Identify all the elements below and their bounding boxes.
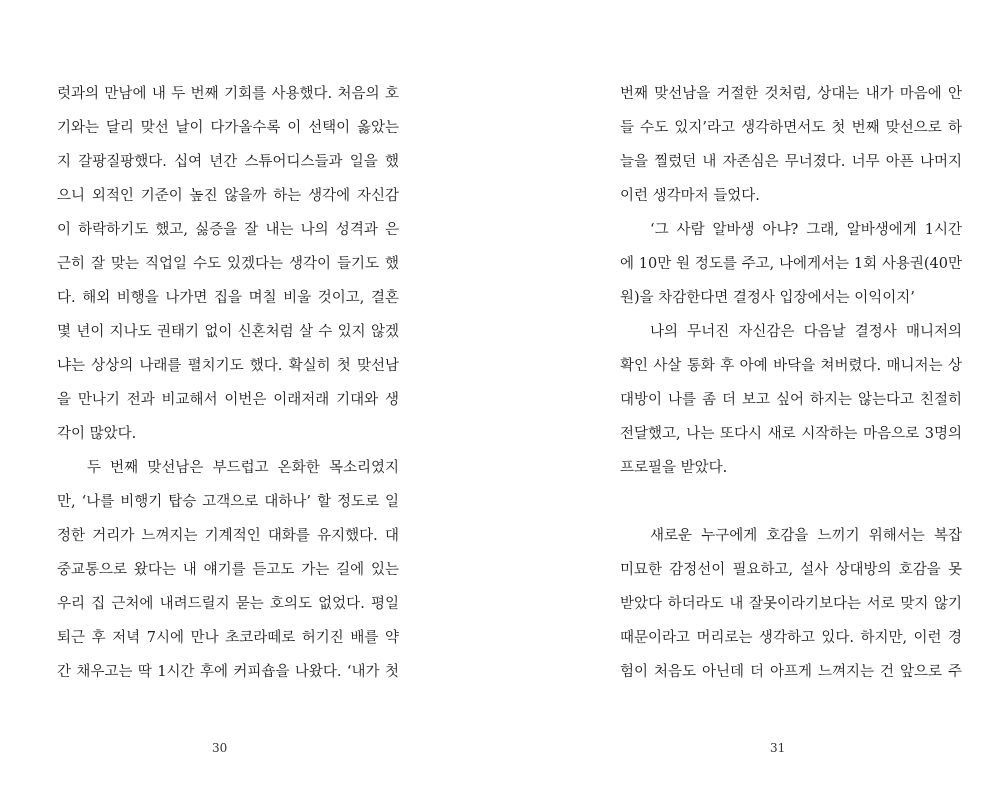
left-page-number: 30 xyxy=(212,741,228,755)
text-line: 지 갈팡질팡했다. 십여 년간 스튜어디스들과 일을 했 xyxy=(57,154,399,170)
text-line: 기와는 달리 맞선 날이 다가올수록 이 선택이 옳았는 xyxy=(57,120,399,136)
right-page-body xyxy=(620,83,962,695)
right-page-number: 31 xyxy=(770,741,786,755)
text-line: 이런 생각마저 들었다. xyxy=(620,188,760,204)
text-line: 냐는 상상의 나래를 펼치기도 했다. 확실히 첫 맞선남 xyxy=(57,358,399,374)
text-line: 이 하락하기도 했고, 싫증을 잘 내는 나의 성격과 은 xyxy=(57,222,399,238)
text-line: 나의 무너진 자신감은 다음날 결정사 매니저의 xyxy=(650,324,962,340)
text-line: 때문이라고 머리로는 생각하고 있다. 하지만, 이런 경 xyxy=(620,630,962,646)
text-line: 대방이 나를 좀 더 보고 싶어 하지는 않는다고 친절히 xyxy=(620,392,962,408)
text-line: 원)을 차감한다면 결정사 입장에서는 이익이지’ xyxy=(620,290,915,306)
text-line: 새로운 누구에게 호감을 느끼기 위해서는 복잡 xyxy=(650,528,962,544)
text-line: 럿과의 만남에 내 두 번째 기회를 사용했다. 처음의 호 xyxy=(57,86,399,102)
text-line: 퇴근 후 저녁 7시에 만나 초코라떼로 허기진 배를 약 xyxy=(57,630,399,646)
text-line: 정한 거리가 느껴지는 기계적인 대화를 유지했다. 대 xyxy=(57,528,399,544)
text-line: 을 만나기 전과 비교해서 이번은 이래저래 기대와 생 xyxy=(57,392,399,408)
text-line: 중교통으로 왔다는 내 얘기를 듣고도 가는 길에 있는 xyxy=(57,562,399,578)
right-page xyxy=(500,0,1000,812)
text-line: 험이 처음도 아닌데 더 아프게 느껴지는 건 앞으로 주 xyxy=(620,664,962,680)
text-line: 전달했고, 나는 또다시 새로 시작하는 마음으로 3명의 xyxy=(620,426,962,442)
text-line: 다. 해외 비행을 나가면 집을 며칠 비울 것이고, 결혼 xyxy=(57,290,399,306)
text-line: 늘을 찔렀던 내 자존심은 무너졌다. 너무 아픈 나머지 xyxy=(620,154,962,170)
text-line: 우리 집 근처에 내려드릴지 묻는 호의도 없었다. 평일 xyxy=(57,596,399,612)
text-line: 만, ‘나를 비행기 탑승 고객으로 대하나’ 할 정도로 일 xyxy=(57,494,399,510)
text-line: 들 수도 있지’라고 생각하면서도 첫 번째 맞선으로 하 xyxy=(620,120,962,136)
left-page-body xyxy=(57,83,399,695)
text-line: ‘그 사람 알바생 아냐? 그래, 알바생에게 1시간 xyxy=(650,222,962,238)
text-line: 두 번째 맞선남은 부드럽고 온화한 목소리였지 xyxy=(87,460,399,476)
text-line: 에 10만 원 정도를 주고, 나에게서는 1회 사용권(40만 xyxy=(620,256,962,272)
text-line: 확인 사살 통화 후 아예 바닥을 쳐버렸다. 매니저는 상 xyxy=(620,358,962,374)
text-line: 받았다 하더라도 내 잘못이라기보다는 서로 맞지 않기 xyxy=(620,596,962,612)
text-line: 번째 맞선남을 거절한 것처럼, 상대는 내가 마음에 안 xyxy=(620,86,962,102)
text-line: 프로필을 받았다. xyxy=(620,460,728,476)
text-line: 으니 외적인 기준이 높진 않을까 하는 생각에 자신감 xyxy=(57,188,399,204)
blank-line xyxy=(620,491,962,525)
text-line: 간 채우고는 딱 1시간 후에 커피숍을 나왔다. ‘내가 첫 xyxy=(57,664,399,680)
text-line: 미묘한 감정선이 필요하고, 설사 상대방의 호감을 못 xyxy=(620,562,962,578)
text-line: 각이 많았다. xyxy=(57,426,137,442)
text-line: 몇 년이 지나도 권태기 없이 신혼처럼 살 수 있지 않겠 xyxy=(57,324,399,340)
text-line: 근히 잘 맞는 직업일 수도 있겠다는 생각이 들기도 했 xyxy=(57,256,399,272)
